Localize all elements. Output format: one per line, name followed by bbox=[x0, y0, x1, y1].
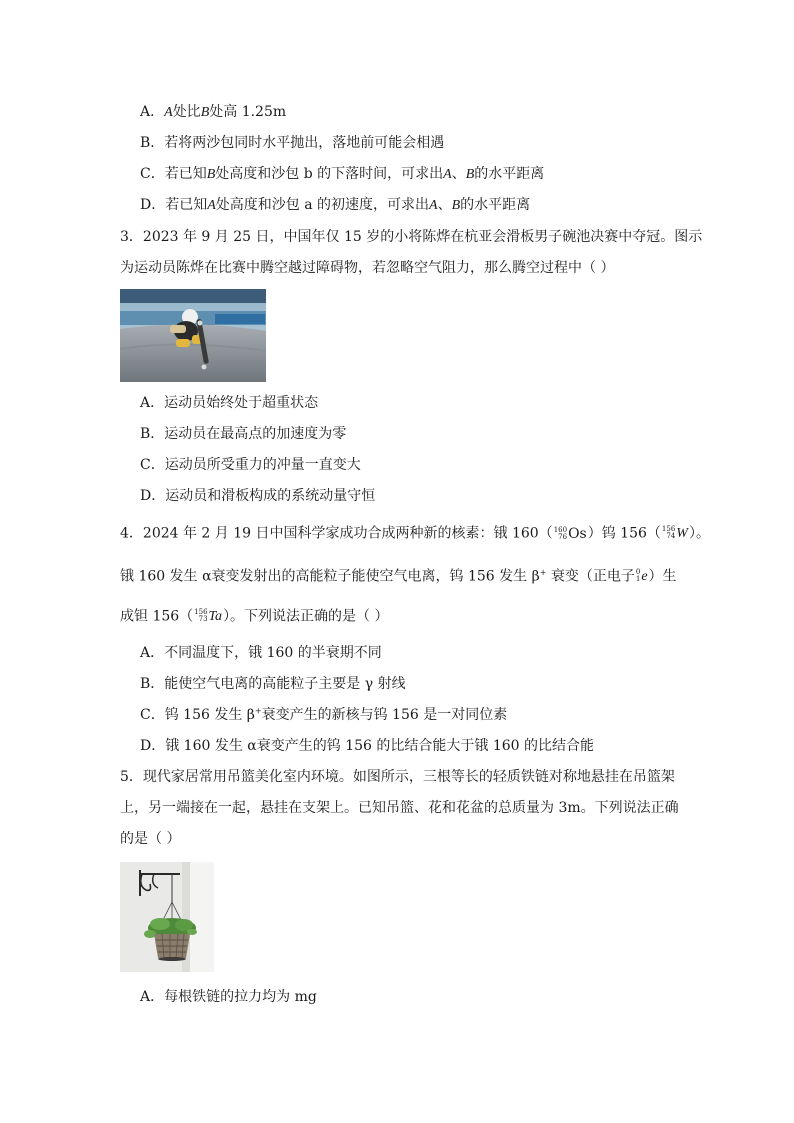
nuclide-w156: 156 74 W bbox=[661, 525, 688, 541]
q5-stem-line1: 5．现代家居常用吊篮美化室内环境。如图所示，三根等长的轻质铁链对称地悬挂在吊篮架 bbox=[120, 769, 675, 785]
q5-stem-line2: 上，另一端接在一起，悬挂在支架上。已知吊篮、花和花盆的总质量为 3m。下列说法正确 bbox=[120, 800, 679, 816]
q2-option-d[interactable]: D．若已知A处高度和沙包 a 的初速度，可求出A、B的水平距离 bbox=[140, 197, 531, 213]
q4-option-d[interactable]: D．锇 160 发生 α衰变产生的钨 156 的比结合能大于锇 160 的比结合能 bbox=[140, 738, 595, 754]
q4-option-b[interactable]: B．能使空气电离的高能粒子主要是 γ 射线 bbox=[140, 676, 406, 692]
q2-option-b[interactable]: B．若将两沙包同时水平抛出，落地前可能会相遇 bbox=[140, 135, 445, 151]
q4-stem-line3: 成钽 156（ 156 73 Ta）。下列说法正确的是（ ） bbox=[120, 606, 389, 627]
q2-option-c[interactable]: C．若已知B处高度和沙包 b 的下落时间，可求出A、B的水平距离 bbox=[140, 166, 545, 182]
q5-option-a[interactable]: A．每根铁链的拉力均为 mg bbox=[140, 989, 317, 1005]
q3-stem-line2: 为运动员陈烨在比赛中腾空越过障碍物，若忽略空气阻力，那么腾空过程中（ ） bbox=[120, 260, 615, 276]
hanging-basket-image bbox=[120, 862, 214, 972]
skateboarder-photo bbox=[120, 289, 266, 382]
q3-stem-line1: 3．2023 年 9 月 25 日，中国年仅 15 岁的小将陈烨在杭亚会滑板男子碗池决赛中夺冠。图示 bbox=[120, 229, 703, 245]
nuclide-positron: 0 1 e bbox=[635, 568, 648, 584]
q4-option-c[interactable]: C．钨 156 发生 β+衰变产生的新核与钨 156 是一对同位素 bbox=[140, 706, 508, 723]
skateboarder-image bbox=[120, 289, 266, 382]
q3-option-c[interactable]: C．运动员所受重力的冲量一直变大 bbox=[140, 457, 361, 473]
q5-stem-line3: 的是（ ） bbox=[120, 831, 181, 847]
q4-option-a[interactable]: A．不同温度下，锇 160 的半衰期不同 bbox=[140, 645, 382, 661]
q3-option-d[interactable]: D．运动员和滑板构成的系统动量守恒 bbox=[140, 488, 376, 504]
q4-stem-line2: 锇 160 发生 α衰变发射出的高能粒子能使空气电离，钨 156 发生 β+ 衰变（正电子 0 1 e）生 bbox=[120, 566, 677, 587]
nuclide-ta156: 156 73 Ta bbox=[194, 608, 223, 624]
q4-stem-line1: 4．2024 年 2 月 19 日中国科学家成功合成两种新的核素：锇 160（ 160 76 Os）钨 156（ 156 74 W）。 bbox=[120, 523, 710, 544]
nuclide-os160: 160 76 Os bbox=[553, 525, 587, 542]
hanging-basket-photo bbox=[120, 862, 214, 972]
q2-option-a[interactable]: A．A处比B处高 1.25m bbox=[140, 104, 287, 120]
q3-option-b[interactable]: B．运动员在最高点的加速度为零 bbox=[140, 426, 347, 442]
q3-option-a[interactable]: A．运动员始终处于超重状态 bbox=[140, 395, 319, 411]
